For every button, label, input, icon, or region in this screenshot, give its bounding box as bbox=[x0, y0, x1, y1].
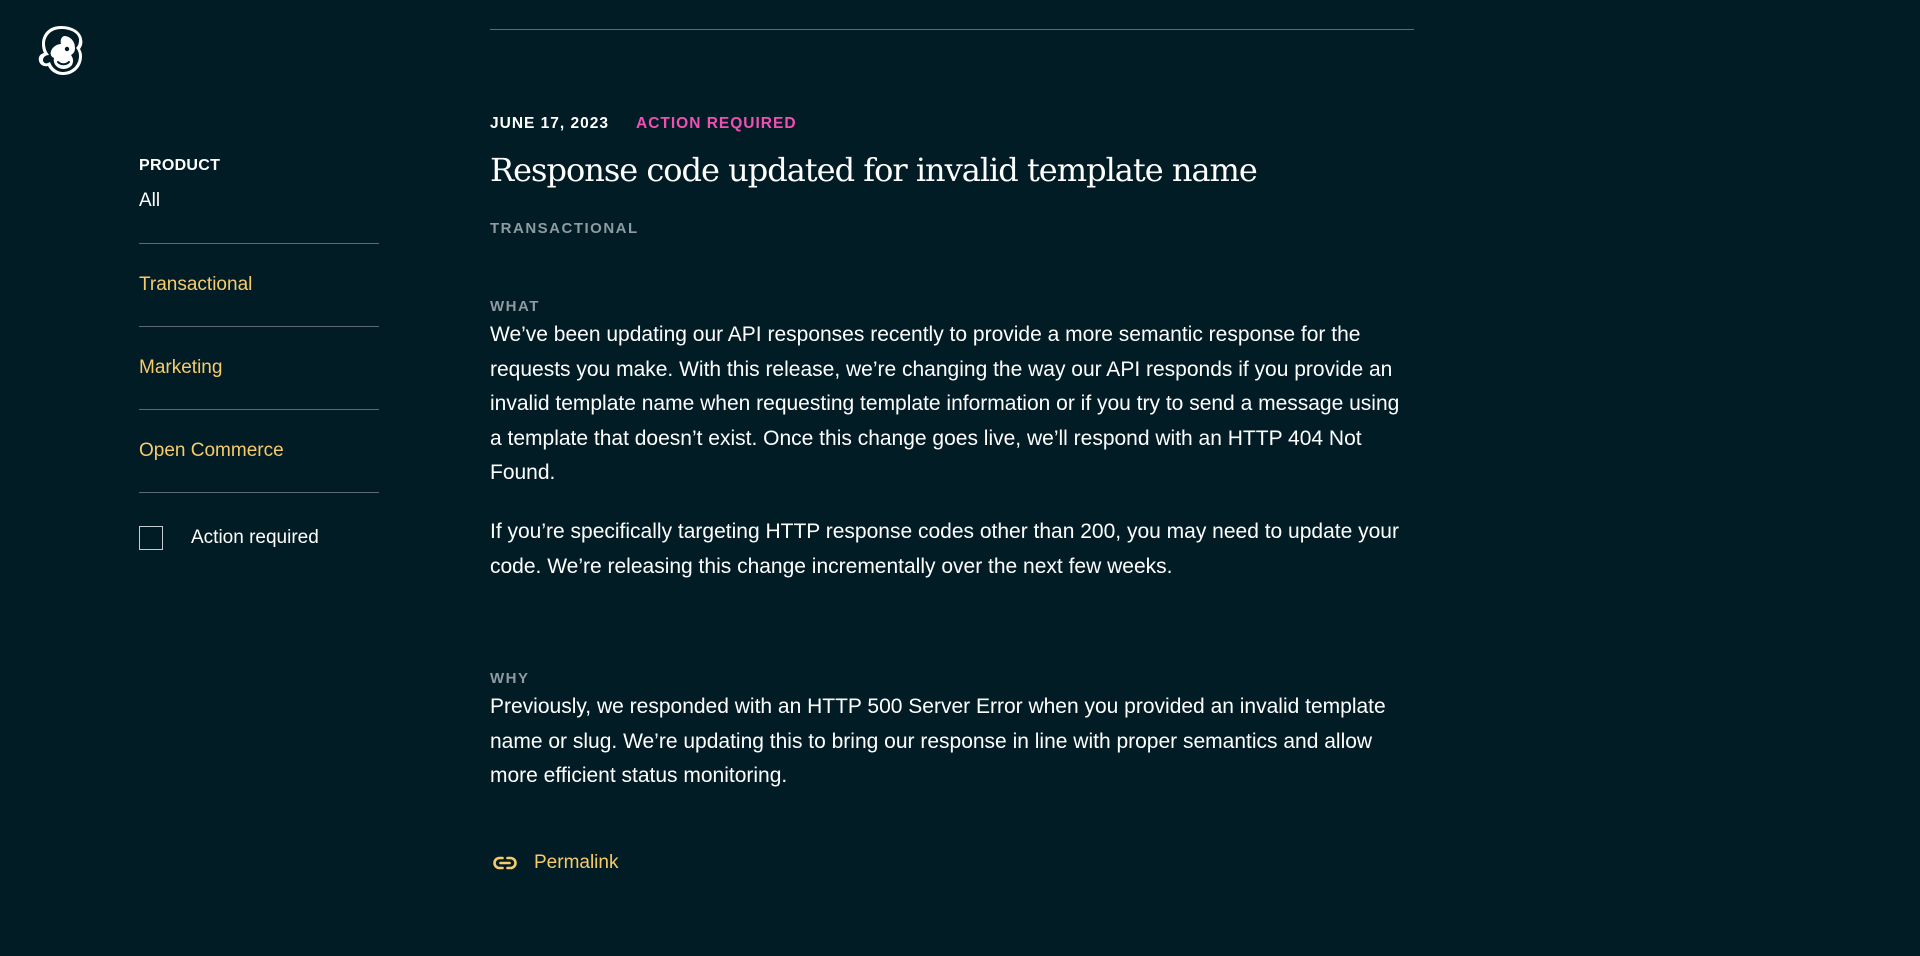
entry-title: Response code updated for invalid template name bbox=[490, 151, 1257, 189]
why-paragraph-1: Previously, we responded with an HTTP 500 Server Error when you provided an invalid template name or slug. We’re updating this to bring our response in line with proper semantics and allow more efficient status monitoring. bbox=[490, 695, 1386, 787]
top-divider bbox=[490, 29, 1414, 30]
action-required-checkbox[interactable] bbox=[139, 526, 163, 550]
sidebar-heading: PRODUCT bbox=[139, 157, 221, 174]
what-paragraph-2: If you’re specifically targeting HTTP response codes other than 200, you may need to update your code. We’re releasing this change incrementally over the next few weeks. bbox=[490, 520, 1399, 578]
action-required-filter[interactable] bbox=[139, 526, 379, 550]
filter-label: Transactional bbox=[139, 274, 253, 295]
filter-list bbox=[139, 176, 379, 493]
filter-label: All bbox=[139, 190, 161, 211]
entry-date: JUNE 17, 2023 bbox=[490, 115, 609, 132]
entry-meta bbox=[490, 114, 797, 134]
entry-product-tag: TRANSACTIONAL bbox=[490, 220, 639, 237]
link-icon bbox=[490, 848, 520, 878]
filter-label: Open Commerce bbox=[139, 440, 284, 461]
what-section-label: WHAT bbox=[490, 298, 540, 315]
product-filter-sidebar bbox=[139, 156, 379, 550]
action-required-label: Action required bbox=[191, 527, 319, 548]
what-paragraph-1: We’ve been updating our API responses recently to provide a more semantic response for the requests you make. With this release, we’re changing the way our API responds if you provide an invalid template name when requesting template information or if you try to send a message using a template that doesn’t exist. Once this change goes live, we’ll respond with an HTTP 404 Not Found. bbox=[490, 323, 1400, 484]
action-required-badge: ACTION REQUIRED bbox=[636, 115, 797, 132]
logo-svg bbox=[34, 22, 88, 78]
permalink-link[interactable] bbox=[490, 848, 618, 878]
filter-item-transactional[interactable] bbox=[139, 244, 379, 327]
filter-item-open-commerce[interactable] bbox=[139, 410, 379, 493]
filter-item-all[interactable] bbox=[139, 176, 379, 244]
permalink-label: Permalink bbox=[534, 852, 619, 873]
filter-item-marketing[interactable] bbox=[139, 327, 379, 410]
mailchimp-freddie-icon[interactable] bbox=[34, 22, 88, 78]
why-section-label: WHY bbox=[490, 670, 530, 687]
filter-label: Marketing bbox=[139, 357, 223, 378]
